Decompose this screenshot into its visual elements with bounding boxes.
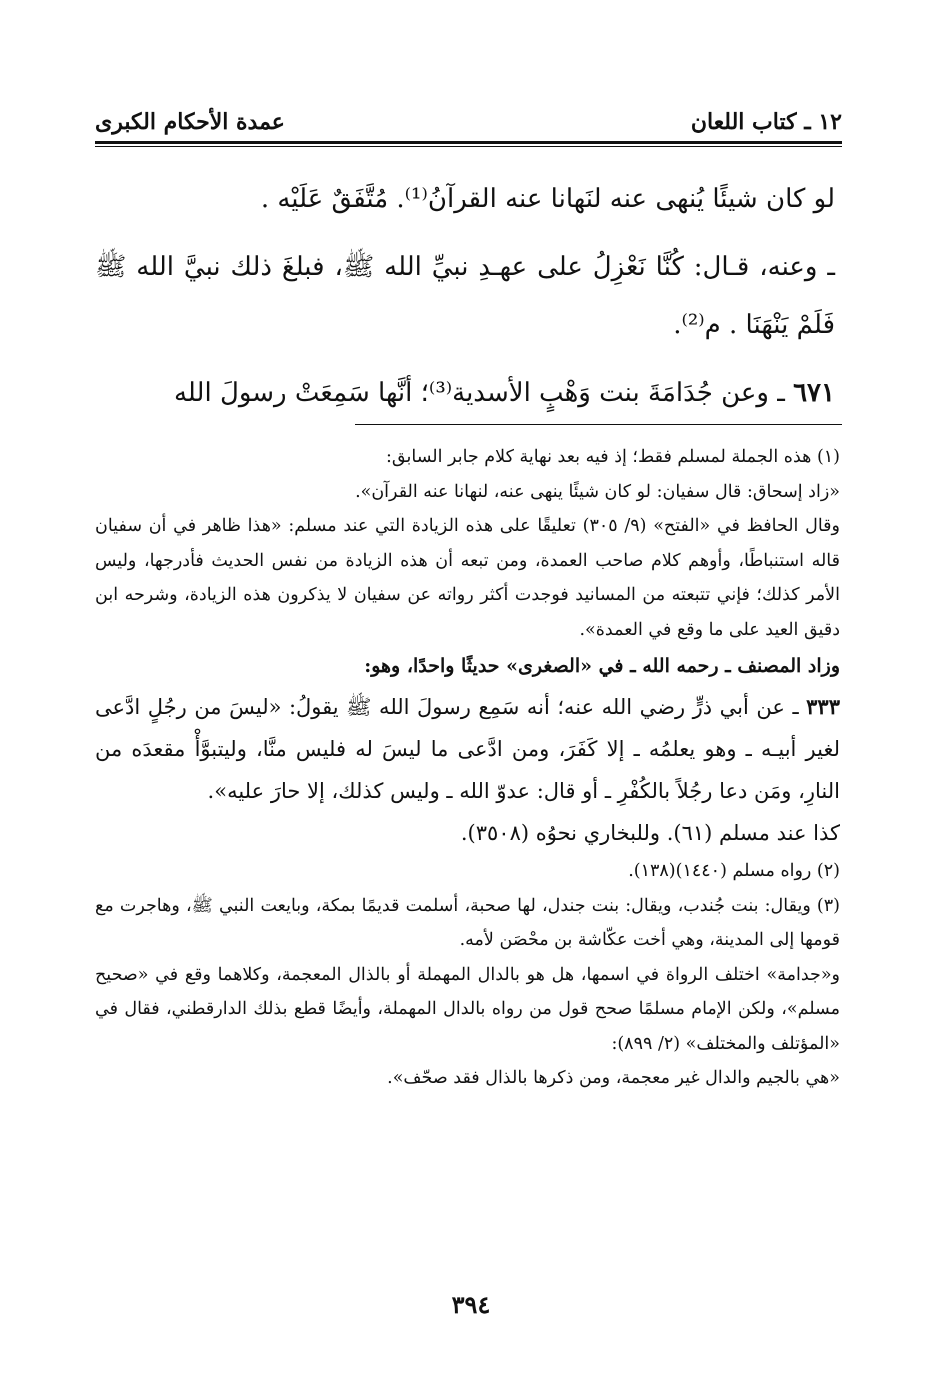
- footnote-1-quote: «زاد إسحاق: قال سفيان: لو كان شيئًا ينهى عنه، لنهانا عنه القرآن».: [355, 481, 840, 502]
- header-rule-thin: [95, 146, 842, 147]
- main-line-2: ـ وعنه، قـال: كُنَّا نَعْزِلُ على عهـدِ نبيِّ الله ﷺ، فبلغَ ذلك نبيَّ الله ﷺ فَلَمْ يَنْهَنَا . م⁽²⁾.: [95, 252, 835, 340]
- book-title: عمدة الأحكام الكبرى: [95, 109, 285, 135]
- footnote-hadith-text: ـ عن أبي ذرٍّ رضي الله عنه؛ أنه سَمِع رسولَ الله ﷺ يقولُ: «ليسَ من رجُلٍ ادَّعى لغير أبيـه ـ وهو يعلمُه ـ إلا كَفَرَ، ومن ادَّعى ما ليسَ له فليس منَّا، وليتبوَّأْ مقعدَه من النارِ، ومَن دعا رجُلاً بالكُفْرِ ـ أو قال: عدوّ الله ـ وليس كذلك، إلا حارَ عليه».: [95, 695, 840, 803]
- running-header: [95, 105, 842, 145]
- footnote-separator: [355, 424, 842, 425]
- chapter-title: ١٢ ـ كتاب اللعان: [690, 109, 842, 135]
- main-text: [95, 170, 835, 422]
- main-line-1: لو كان شيئًا يُنهى عنه لنَهانا عنه القرآنُ⁽¹⁾. مُتَّفَقٌ عَلَيْه .: [260, 184, 835, 214]
- footnote-1-source: كذا عند مسلم (٦١). وللبخاري نحوُه (٣٥٠٨).: [460, 821, 840, 845]
- hadith-number: ٦٧١: [793, 378, 835, 408]
- footnote-3-bio: (٣) ويقال: بنت جُندب، ويقال: بنت جندل، لها صحبة، أسلمت قديمًا بمكة، وبايعت النبي ﷺ، وهاجرت مع قومها إلى المدينة، وهي أخت عكّاشة بن محْصَن لأمه.: [95, 895, 840, 950]
- footnotes: [95, 440, 840, 1096]
- footnote-2: (٢) رواه مسلم (١٤٤٠)(١٣٨).: [628, 861, 840, 881]
- footnote-1-hadith: [95, 686, 840, 812]
- footnote-3-quote: «هي بالجيم والدال غير معجمة، ومن ذكرها بالذال فقد صحّف».: [387, 1068, 840, 1088]
- footnote-1-addition: وزاد المصنف ـ رحمه الله ـ في «الصغرى» حديثًا واحدًا، وهو:: [364, 655, 840, 677]
- main-line-3-text: ـ وعن جُدَامَةَ بنت وَهْبٍ الأسدية⁽³⁾؛ أنَّها سَمِعَتْ رسولَ الله: [173, 378, 785, 408]
- footnote-hadith-number: ٣٣٣: [806, 694, 840, 719]
- main-line-3: [95, 364, 835, 422]
- page-number: ٣٩٤: [451, 1290, 491, 1319]
- header-rule: [95, 141, 842, 144]
- footnote-1-intro: (١) هذه الجملة لمسلم فقط؛ إذ فيه بعد نهاية كلام جابر السابق:: [386, 447, 840, 467]
- footnote-3-name: و«جدامة» اختلف الرواة في اسمها، هل هو بالدال المهملة أو بالذال المعجمة، وكلاهما وقع في «صحيح مسلم»، ولكن الإمام مسلمًا صحح قول من رواه بالدال المهملة، وأيضًا قطع بذلك الدارقطني، فقال في «المؤتلف والمختلف» (٢/ ٨٩٩):: [95, 964, 840, 1054]
- footnote-1-hafiz: وقال الحافظ في «الفتح» (٩/ ٣٠٥) تعليقًا على هذه الزيادة التي عند مسلم: «هذا ظاهر في أن سفيان قاله استنباطًا، وأوهم كلام صاحب العمدة، ومن تبعه أن هذه الزيادة من نفس الحديث فأدرجها، وليس الأمر كذلك؛ فإني تتبعته من المسانيد فوجدت أكثر رواته عن سفيان لا يذكرون هذه الزيادة، وشرحه ابن دقيق العيد على ما وقع في العمدة».: [95, 516, 840, 640]
